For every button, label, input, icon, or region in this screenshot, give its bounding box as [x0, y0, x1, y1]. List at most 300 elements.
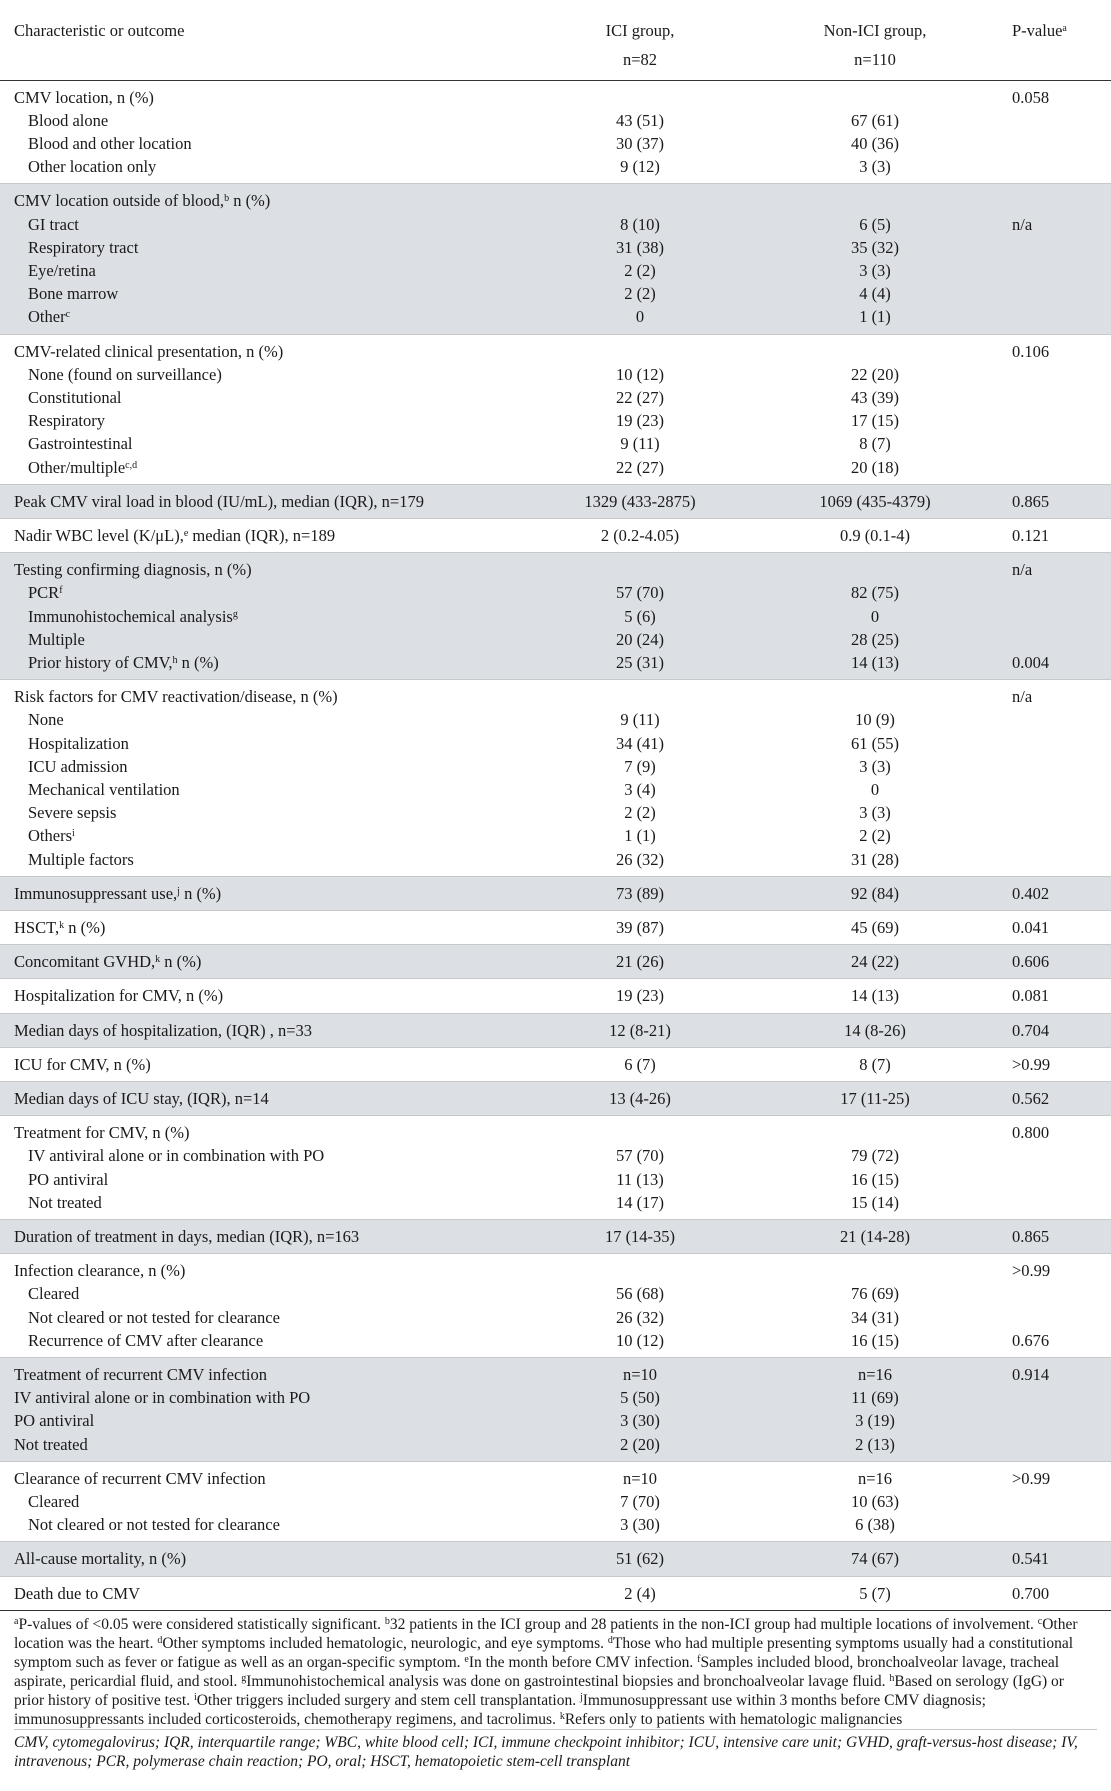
row-label: Recurrence of CMV after clearance: [28, 1330, 264, 1350]
table-header: [0, 0, 1111, 80]
row-label: PO antiviral: [28, 1169, 109, 1189]
row-label: Multiple: [28, 629, 85, 649]
p-value: n/a: [1012, 214, 1033, 234]
p-value: [1000, 801, 1111, 824]
row-label: Bone marrow: [28, 284, 119, 304]
non-ici-value: 3 (3): [859, 260, 891, 280]
p-value: n/a: [1012, 687, 1033, 707]
ici-value: 56 (68): [615, 1284, 665, 1304]
row-label: Other/multiple$^{c,d}$: [28, 457, 138, 477]
ici-value: 26 (32): [615, 1307, 665, 1327]
row-label: Gastrointestinal: [28, 434, 133, 454]
table-row: [0, 363, 1111, 386]
row-group: [0, 1047, 1111, 1081]
row-label: Others$^i$: [28, 826, 75, 846]
non-ici-value: 14 (8-26): [844, 1020, 906, 1040]
table-row: [0, 651, 1111, 680]
ici-value: 11 (13): [616, 1169, 664, 1189]
non-ici-value: 4 (4): [859, 284, 891, 304]
p-value: 0.081: [1012, 986, 1050, 1006]
non-ici-value: 28 (25): [850, 629, 900, 649]
footnote: Immunosuppressant use within 3 months before CMV diagnosis; immunosuppressants included corticosteroids, chemotherapy regimens, and tacrolimus.: [14, 1691, 986, 1728]
ici-value: 6 (7): [624, 1054, 656, 1074]
table-row: [0, 911, 1111, 945]
p-value: [1000, 708, 1111, 731]
p-value: n/a: [1012, 560, 1033, 580]
footnote-marker: d: [157, 1634, 163, 1646]
p-value: [1000, 132, 1111, 155]
non-ici-value: 17 (11-25): [840, 1089, 910, 1109]
row-label: Eye/retina: [28, 260, 96, 280]
row-label: Clearance of recurrent CMV infection: [14, 1468, 266, 1488]
footnote: Refers only to patients with hematologic malignancies: [564, 1710, 903, 1728]
ici-value: 73 (89): [615, 883, 665, 903]
non-ici-value: 45 (69): [850, 918, 900, 937]
footnote: P-values of <0.05 were considered statistically significant.: [18, 1615, 385, 1633]
p-value: 0.106: [1012, 341, 1050, 361]
table-row: [0, 213, 1111, 236]
row-label: Concomitant GVHD,$^k$ n (%): [14, 952, 202, 972]
row-label: Respiratory: [28, 411, 105, 431]
footnote: Other location was the heart.: [14, 1615, 1078, 1652]
row-label: None (found on surveillance): [28, 364, 222, 384]
row-group: [0, 979, 1111, 1013]
non-ici-value: 2 (13): [855, 1434, 895, 1454]
non-ici-value: [750, 80, 1000, 109]
p-value: [1000, 755, 1111, 778]
ici-value: [530, 553, 750, 582]
non-ici-value: [750, 334, 1000, 363]
ici-value: 5 (6): [624, 606, 656, 626]
row-label: Infection clearance, n (%): [14, 1261, 186, 1281]
p-value: [1000, 1386, 1111, 1409]
ici-value: 19 (23): [615, 986, 665, 1006]
row-label: All-cause mortality, n (%): [14, 1549, 187, 1569]
ici-value: 2 (4): [624, 1583, 656, 1603]
table-row: [0, 334, 1111, 363]
non-ici-value: [750, 1254, 1000, 1283]
ici-value: [530, 680, 750, 709]
p-value: [1000, 1191, 1111, 1220]
p-value: >0.99: [1012, 1261, 1051, 1281]
p-value: [1000, 628, 1111, 651]
p-value: [1000, 282, 1111, 305]
table-row: [0, 732, 1111, 755]
p-value: [1000, 363, 1111, 386]
row-label: Severe sepsis: [28, 803, 117, 823]
row-label: Median days of ICU stay, (IQR), n=14: [14, 1089, 269, 1109]
footnote-marker: h: [889, 1672, 895, 1684]
table-row: [0, 259, 1111, 282]
row-label: Constitutional: [28, 387, 122, 407]
ici-value: 22 (27): [615, 387, 665, 407]
ici-value: [530, 1254, 750, 1283]
table-row: [0, 1433, 1111, 1462]
row-group: [0, 1082, 1111, 1116]
footnote: Immunohistochemical analysis was done on gastrointestinal biopsies and bronchoalveolar lavage fluid.: [246, 1672, 890, 1690]
row-label: Risk factors for CMV reactivation/disease, n (%): [14, 687, 338, 707]
ici-value: 34 (41): [615, 733, 665, 753]
table-row: [0, 553, 1111, 582]
table-row: [0, 109, 1111, 132]
table-row: [0, 1191, 1111, 1220]
ici-value: 9 (12): [620, 157, 660, 177]
p-value: 0.402: [1012, 883, 1050, 903]
table-row: [0, 581, 1111, 604]
row-label: Blood alone: [28, 110, 109, 130]
ici-value: 57 (70): [615, 583, 665, 603]
row-group: [0, 1542, 1111, 1576]
ici-value: 10 (12): [615, 1330, 665, 1350]
row-label: Treatment for CMV, n (%): [14, 1123, 190, 1143]
row-label: Immunohistochemical analysis$^g$: [28, 606, 238, 626]
p-value: [1000, 1168, 1111, 1191]
non-ici-value: n=16: [857, 1468, 893, 1488]
table-row: [0, 432, 1111, 455]
row-label: Respiratory tract: [28, 237, 139, 257]
ici-value: 1329 (433-2875): [584, 491, 696, 511]
footnote: Other triggers included surgery and stem cell transplantation.: [196, 1691, 580, 1709]
non-ici-value: 3 (19): [855, 1411, 895, 1431]
row-label: CMV location, n (%): [14, 87, 154, 107]
ici-value: 7 (9): [624, 756, 656, 776]
table-row: [0, 1409, 1111, 1432]
p-value: [1000, 456, 1111, 485]
header-ici-group: ICI group, n=82: [605, 21, 675, 69]
row-label: ICU for CMV, n (%): [14, 1054, 151, 1074]
table-row: [0, 1513, 1111, 1542]
footnote-marker: d: [607, 1634, 613, 1646]
row-group: [0, 911, 1111, 945]
ici-value: 8 (10): [620, 214, 660, 234]
table-footnotes: [0, 1610, 1111, 1771]
ici-value: 19 (23): [615, 411, 665, 431]
table-row: [0, 708, 1111, 731]
ici-value: 2 (0.2-4.05): [600, 525, 680, 545]
non-ici-value: [750, 1116, 1000, 1145]
non-ici-value: 0: [870, 779, 880, 799]
non-ici-value: 6 (5): [859, 214, 891, 234]
p-value: [1000, 386, 1111, 409]
non-ici-value: 40 (36): [850, 133, 900, 153]
row-label: Median days of hospitalization, (IQR) , n=33: [14, 1020, 312, 1040]
ici-value: 2 (2): [624, 803, 656, 823]
ici-value: [530, 80, 750, 109]
row-group: [0, 1220, 1111, 1254]
row-label: Peak CMV viral load in blood (IU/mL), median (IQR), n=179: [14, 491, 424, 511]
non-ici-value: 11 (69): [851, 1388, 899, 1408]
ici-value: 43 (51): [615, 110, 665, 130]
table-row: [0, 979, 1111, 1013]
header-p-value: P-value$^a$: [1012, 21, 1067, 40]
p-value: 0.800: [1012, 1123, 1050, 1143]
ici-value: n=10: [622, 1468, 658, 1488]
table-row: [0, 824, 1111, 847]
non-ici-value: 8 (7): [859, 434, 891, 454]
non-ici-value: 2 (2): [859, 826, 891, 846]
table-row: [0, 1168, 1111, 1191]
ici-value: 1 (1): [624, 826, 656, 846]
table-row: [0, 848, 1111, 877]
row-group: [0, 945, 1111, 979]
p-value: [1000, 109, 1111, 132]
ici-value: 9 (11): [620, 434, 660, 454]
non-ici-value: [750, 184, 1000, 213]
row-label: Cleared: [28, 1492, 80, 1512]
table-row: [0, 456, 1111, 485]
non-ici-value: 16 (15): [850, 1169, 900, 1189]
non-ici-value: 74 (67): [850, 1549, 900, 1569]
row-label: GI tract: [28, 214, 79, 234]
ici-value: 3 (30): [620, 1515, 660, 1535]
p-value: [1000, 409, 1111, 432]
ici-value: 3 (30): [620, 1411, 660, 1431]
p-value: 0.121: [1012, 525, 1050, 545]
row-label: Mechanical ventilation: [28, 779, 180, 799]
non-ici-value: 14 (13): [850, 986, 900, 1006]
non-ici-value: 3 (3): [859, 756, 891, 776]
ici-value: [530, 1116, 750, 1145]
p-value: 0.865: [1012, 1227, 1050, 1247]
table-row: [0, 1490, 1111, 1513]
table-row: [0, 155, 1111, 184]
ici-value: n=10: [622, 1365, 658, 1385]
non-ici-value: 76 (69): [850, 1284, 900, 1304]
row-label: IV antiviral alone or in combination with PO: [28, 1146, 325, 1166]
ici-value: 21 (26): [615, 952, 665, 972]
non-ici-value: 1 (1): [859, 307, 891, 327]
footnote-marker: f: [697, 1653, 701, 1665]
footnote: Other symptoms included hematologic, neurologic, and eye symptoms.: [162, 1634, 608, 1652]
table-row: [0, 945, 1111, 979]
p-value: [1000, 1513, 1111, 1542]
ici-value: 30 (37): [615, 133, 665, 153]
row-group: [0, 518, 1111, 552]
p-value: [1000, 1282, 1111, 1305]
ici-value: 31 (38): [615, 237, 665, 257]
row-group: [0, 1461, 1111, 1542]
non-ici-value: 82 (75): [850, 583, 900, 603]
row-label: Testing confirming diagnosis, n (%): [14, 560, 252, 580]
table-row: [0, 1013, 1111, 1047]
non-ici-value: 3 (3): [859, 803, 891, 823]
footnote-marker: a: [14, 1615, 19, 1627]
footnote-marker: i: [193, 1691, 197, 1703]
non-ici-value: 3 (3): [859, 157, 891, 177]
p-value: [1000, 1409, 1111, 1432]
non-ici-value: 10 (63): [850, 1492, 900, 1512]
p-value: [1000, 581, 1111, 604]
row-group: [0, 184, 1111, 334]
row-label: ICU admission: [28, 756, 128, 776]
footnote: In the month before CMV infection.: [468, 1653, 698, 1671]
table-row: [0, 876, 1111, 910]
table-row: [0, 1461, 1111, 1490]
ici-value: 2 (2): [624, 284, 656, 304]
p-value: 0.004: [1012, 652, 1050, 672]
footnote-marker: k: [559, 1710, 565, 1722]
row-label: IV antiviral alone or in combination with PO: [14, 1388, 311, 1408]
table-row: [0, 305, 1111, 334]
row-label: Blood and other location: [28, 133, 192, 153]
ici-value: 9 (11): [620, 710, 660, 730]
footnote: Those who had multiple presenting symptoms usually had a constitutional symptom such as fever or fatigue as well as an organ-specific symptom.: [14, 1634, 1074, 1671]
table-row: [0, 1329, 1111, 1358]
p-value: 0.700: [1012, 1583, 1050, 1603]
ici-value: 7 (70): [620, 1492, 660, 1512]
p-value: 0.914: [1012, 1365, 1050, 1385]
row-label: Other$^c$: [28, 307, 71, 327]
table-row: [0, 628, 1111, 651]
p-value: [1000, 605, 1111, 628]
non-ici-value: [750, 553, 1000, 582]
table-row: [0, 80, 1111, 109]
table-row: [0, 1220, 1111, 1254]
row-label: Duration of treatment in days, median (IQR), n=163: [14, 1227, 360, 1247]
non-ici-value: 17 (15): [850, 411, 900, 431]
p-value: >0.99: [1012, 1054, 1051, 1074]
header-characteristic: Characteristic or outcome: [14, 21, 185, 40]
non-ici-value: 24 (22): [850, 952, 900, 972]
row-label: Death due to CMV: [14, 1583, 141, 1603]
p-value: [1000, 1433, 1111, 1462]
row-group: [0, 1254, 1111, 1358]
non-ici-value: 20 (18): [850, 457, 900, 477]
table-row: [0, 801, 1111, 824]
p-value: [1000, 732, 1111, 755]
table-row: [0, 755, 1111, 778]
non-ici-value: 15 (14): [850, 1192, 900, 1212]
ici-value: 26 (32): [615, 849, 665, 869]
ici-value: [530, 334, 750, 363]
non-ici-value: 34 (31): [850, 1307, 900, 1327]
ici-value: 17 (14-35): [604, 1227, 676, 1247]
ici-value: 57 (70): [615, 1146, 665, 1166]
table-row: [0, 1386, 1111, 1409]
abbreviations-note: CMV, cytomegalovirus; IQR, interquartile range; WBC, white blood cell; ICI, immune checkpoint inhibitor; ICU, intensive care unit; GVHD, graft-versus-host disease; IV, intravenous; PCR, polymerase chain reaction; PO, oral; HSCT, hematopoietic stem-cell transplant: [14, 1729, 1097, 1771]
ici-value: 14 (17): [615, 1192, 665, 1212]
p-value: [1000, 848, 1111, 877]
row-group: [0, 680, 1111, 877]
table-row: [0, 1358, 1111, 1387]
row-label: Not treated: [28, 1192, 102, 1212]
non-ici-value: 67 (61): [850, 110, 900, 130]
non-ici-value: 35 (32): [850, 237, 900, 257]
table-row: [0, 778, 1111, 801]
header-non-ici-group: Non-ICI group, n=110: [823, 21, 927, 69]
ici-value: 3 (4): [624, 779, 656, 799]
p-value: [1000, 1306, 1111, 1329]
row-label: Not cleared or not tested for clearance: [28, 1307, 280, 1327]
footnote-text: [14, 1615, 1097, 1729]
row-group: [0, 1358, 1111, 1462]
non-ici-value: 22 (20): [850, 364, 900, 384]
row-label: Hospitalization for CMV, n (%): [14, 986, 224, 1006]
row-group: [0, 876, 1111, 910]
p-value: 0.865: [1012, 491, 1050, 511]
non-ici-value: 14 (13): [850, 652, 900, 672]
row-label: Nadir WBC level (K/μL),$^e$ median (IQR), n=189: [14, 525, 336, 545]
p-value: 0.041: [1012, 918, 1050, 937]
footnote-marker: b: [384, 1615, 390, 1627]
footnote-marker: j: [579, 1691, 583, 1703]
row-group: [0, 1116, 1111, 1220]
table-row: [0, 236, 1111, 259]
row-label: PO antiviral: [14, 1411, 95, 1431]
table-row: [0, 518, 1111, 552]
table-row: [0, 282, 1111, 305]
p-value: [1000, 236, 1111, 259]
ici-value: 5 (50): [620, 1388, 660, 1408]
row-label: Treatment of recurrent CMV infection: [14, 1365, 267, 1385]
non-ici-value: 31 (28): [850, 849, 900, 869]
non-ici-value: 10 (9): [855, 710, 895, 730]
row-group: [0, 80, 1111, 184]
ici-value: 0: [635, 307, 645, 327]
row-group: [0, 553, 1111, 680]
ici-value: 12 (8-21): [609, 1020, 671, 1040]
table-row: [0, 680, 1111, 709]
p-value: 0.704: [1012, 1020, 1050, 1040]
ici-value: 22 (27): [615, 457, 665, 477]
footnote: Based on serology (IgG) or prior history of positive test.: [14, 1672, 1064, 1709]
non-ici-value: 79 (72): [850, 1146, 900, 1166]
table-row: [0, 1116, 1111, 1145]
row-label: None: [28, 710, 64, 730]
table-row: [0, 1306, 1111, 1329]
table-row: [0, 1576, 1111, 1610]
row-label: Hospitalization: [28, 733, 129, 753]
p-value: 0.606: [1012, 952, 1050, 972]
table-row: [0, 1254, 1111, 1283]
row-group: [0, 1576, 1111, 1610]
table-row: [0, 132, 1111, 155]
p-value: [1000, 1490, 1111, 1513]
ici-value: [530, 184, 750, 213]
p-value: >0.99: [1012, 1468, 1051, 1488]
non-ici-value: 21 (14-28): [839, 1227, 911, 1247]
table-row: [0, 1082, 1111, 1116]
p-value: [1000, 432, 1111, 455]
ici-value: 13 (4-26): [609, 1089, 671, 1109]
p-value: 0.541: [1012, 1549, 1050, 1569]
row-label: CMV location outside of blood,$^b$ n (%): [14, 191, 271, 211]
row-label: Other location only: [28, 157, 157, 177]
p-value: 0.676: [1012, 1330, 1050, 1350]
p-value: [1000, 184, 1111, 213]
non-ici-value: n=16: [857, 1365, 893, 1385]
ici-value: 2 (2): [624, 260, 656, 280]
row-label: CMV-related clinical presentation, n (%): [14, 341, 284, 361]
row-label: HSCT,$^k$ n (%): [14, 918, 106, 937]
ici-value: 39 (87): [615, 918, 665, 937]
table-row: [0, 1144, 1111, 1167]
non-ici-value: 43 (39): [850, 387, 900, 407]
p-value: [1000, 778, 1111, 801]
ici-value: 51 (62): [615, 1549, 665, 1569]
non-ici-value: 61 (55): [850, 733, 900, 753]
non-ici-value: 1069 (435-4379): [819, 491, 931, 511]
row-label: Not cleared or not tested for clearance: [28, 1515, 280, 1535]
non-ici-value: 5 (7): [859, 1583, 891, 1603]
ici-value: 2 (20): [620, 1434, 660, 1454]
row-group: [0, 1013, 1111, 1047]
p-value: [1000, 824, 1111, 847]
row-label: Cleared: [28, 1284, 80, 1304]
p-value: [1000, 1144, 1111, 1167]
non-ici-value: 8 (7): [859, 1054, 891, 1074]
row-group: [0, 484, 1111, 518]
